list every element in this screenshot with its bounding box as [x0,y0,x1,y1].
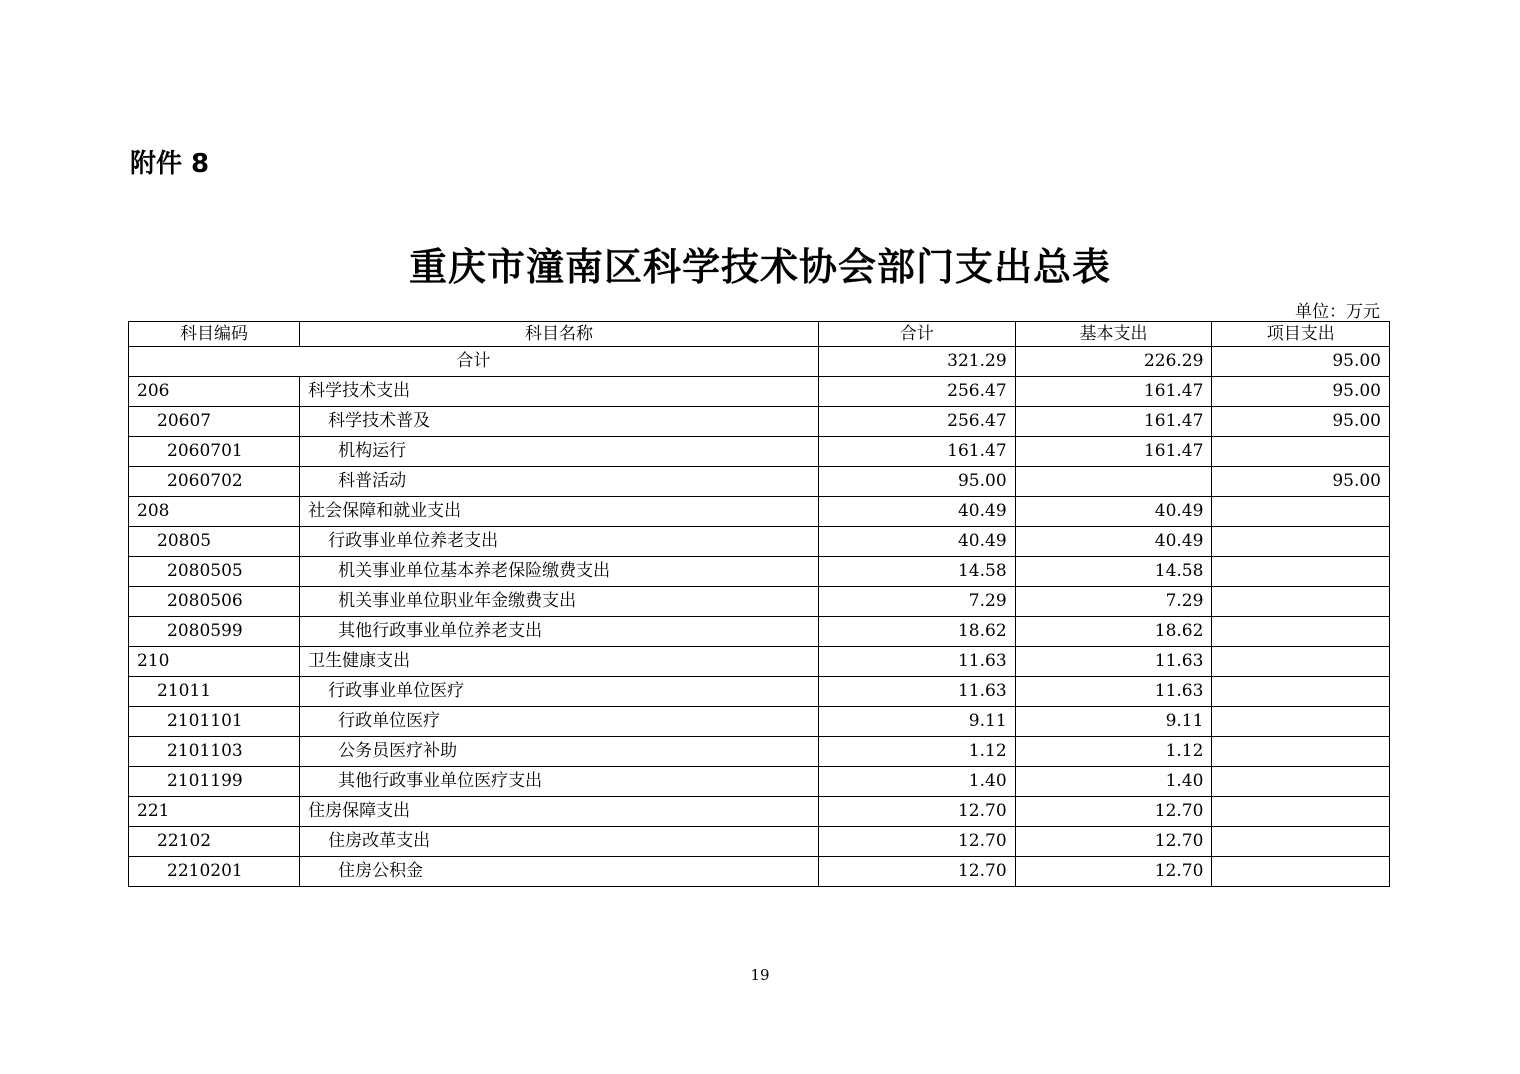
attachment-label: 附件 8 [130,149,210,179]
row-basic: 7.29 [1015,587,1212,617]
row-basic: 12.70 [1015,797,1212,827]
header-basic: 基本支出 [1015,322,1212,347]
header-project: 项目支出 [1212,322,1390,347]
row-name: 科普活动 [300,467,819,497]
total-project: 95.00 [1212,347,1390,377]
total-label: 合计 [129,347,819,377]
row-basic: 1.40 [1015,767,1212,797]
table-header [129,322,1390,347]
row-name: 其他行政事业单位医疗支出 [300,767,819,797]
row-code: 21011 [129,677,300,707]
table-row [129,707,1390,737]
table-row [129,527,1390,557]
total-row [129,347,1390,377]
page-number: 19 [750,966,770,984]
row-basic: 161.47 [1015,407,1212,437]
row-basic: 14.58 [1015,557,1212,587]
row-project: 95.00 [1212,467,1390,497]
row-total: 12.70 [818,857,1015,887]
header-name: 科目名称 [300,322,819,347]
row-total: 14.58 [818,557,1015,587]
row-name: 社会保障和就业支出 [300,497,819,527]
row-total: 95.00 [818,467,1015,497]
row-total: 40.49 [818,497,1015,527]
table-row [129,767,1390,797]
row-project: 95.00 [1212,377,1390,407]
total-amount: 321.29 [818,347,1015,377]
row-project [1212,797,1390,827]
row-code: 2080505 [129,557,300,587]
total-basic: 226.29 [1015,347,1212,377]
row-total: 161.47 [818,437,1015,467]
row-project [1212,827,1390,857]
row-basic: 161.47 [1015,377,1212,407]
row-basic: 40.49 [1015,497,1212,527]
row-project [1212,737,1390,767]
row-basic: 9.11 [1015,707,1212,737]
row-name: 卫生健康支出 [300,647,819,677]
row-basic: 11.63 [1015,647,1212,677]
row-code: 2210201 [129,857,300,887]
row-name: 机构运行 [300,437,819,467]
table-row [129,857,1390,887]
row-code: 22102 [129,827,300,857]
row-project [1212,707,1390,737]
table-row [129,467,1390,497]
row-code: 2080599 [129,617,300,647]
row-basic: 40.49 [1015,527,1212,557]
table-row [129,497,1390,527]
row-code: 2101103 [129,737,300,767]
table-body [129,347,1390,887]
row-project [1212,527,1390,557]
table-row [129,377,1390,407]
row-name: 住房改革支出 [300,827,819,857]
row-total: 18.62 [818,617,1015,647]
table-row [129,827,1390,857]
table-row [129,587,1390,617]
row-code: 2060702 [129,467,300,497]
row-project [1212,587,1390,617]
row-total: 11.63 [818,677,1015,707]
table-row [129,737,1390,767]
table-row [129,617,1390,647]
header-code: 科目编码 [129,322,300,347]
row-name: 科学技术支出 [300,377,819,407]
document-title: 重庆市潼南区科学技术协会部门支出总表 [408,244,1111,289]
row-total: 12.70 [818,827,1015,857]
row-project: 95.00 [1212,407,1390,437]
row-code: 2101101 [129,707,300,737]
row-basic: 1.12 [1015,737,1212,767]
row-code: 2080506 [129,587,300,617]
row-name: 住房保障支出 [300,797,819,827]
row-basic: 12.70 [1015,857,1212,887]
row-code: 2101199 [129,767,300,797]
row-project [1212,617,1390,647]
row-project [1212,437,1390,467]
row-total: 7.29 [818,587,1015,617]
row-name: 公务员医疗补助 [300,737,819,767]
row-name: 行政单位医疗 [300,707,819,737]
unit-label: 单位：万元 [1295,302,1380,322]
row-code: 221 [129,797,300,827]
header-total: 合计 [818,322,1015,347]
row-code: 210 [129,647,300,677]
row-total: 256.47 [818,407,1015,437]
row-code: 2060701 [129,437,300,467]
row-code: 20805 [129,527,300,557]
row-name: 科学技术普及 [300,407,819,437]
row-project [1212,677,1390,707]
row-basic: 161.47 [1015,437,1212,467]
row-name: 行政事业单位养老支出 [300,527,819,557]
row-name: 机关事业单位职业年金缴费支出 [300,587,819,617]
row-total: 1.40 [818,767,1015,797]
table-row [129,647,1390,677]
table-row [129,557,1390,587]
row-project [1212,557,1390,587]
row-basic: 12.70 [1015,827,1212,857]
row-total: 12.70 [818,797,1015,827]
table-row [129,437,1390,467]
row-name: 住房公积金 [300,857,819,887]
row-total: 9.11 [818,707,1015,737]
expenditure-table [128,321,1390,887]
row-basic [1015,467,1212,497]
row-basic: 18.62 [1015,617,1212,647]
row-total: 40.49 [818,527,1015,557]
row-project [1212,647,1390,677]
row-code: 208 [129,497,300,527]
row-total: 11.63 [818,647,1015,677]
row-project [1212,767,1390,797]
row-basic: 11.63 [1015,677,1212,707]
row-name: 行政事业单位医疗 [300,677,819,707]
row-name: 其他行政事业单位养老支出 [300,617,819,647]
row-name: 机关事业单位基本养老保险缴费支出 [300,557,819,587]
table-row [129,797,1390,827]
row-code: 206 [129,377,300,407]
row-total: 256.47 [818,377,1015,407]
header-row [129,322,1390,347]
row-project [1212,857,1390,887]
row-code: 20607 [129,407,300,437]
row-total: 1.12 [818,737,1015,767]
row-project [1212,497,1390,527]
table-row [129,677,1390,707]
table-row [129,407,1390,437]
